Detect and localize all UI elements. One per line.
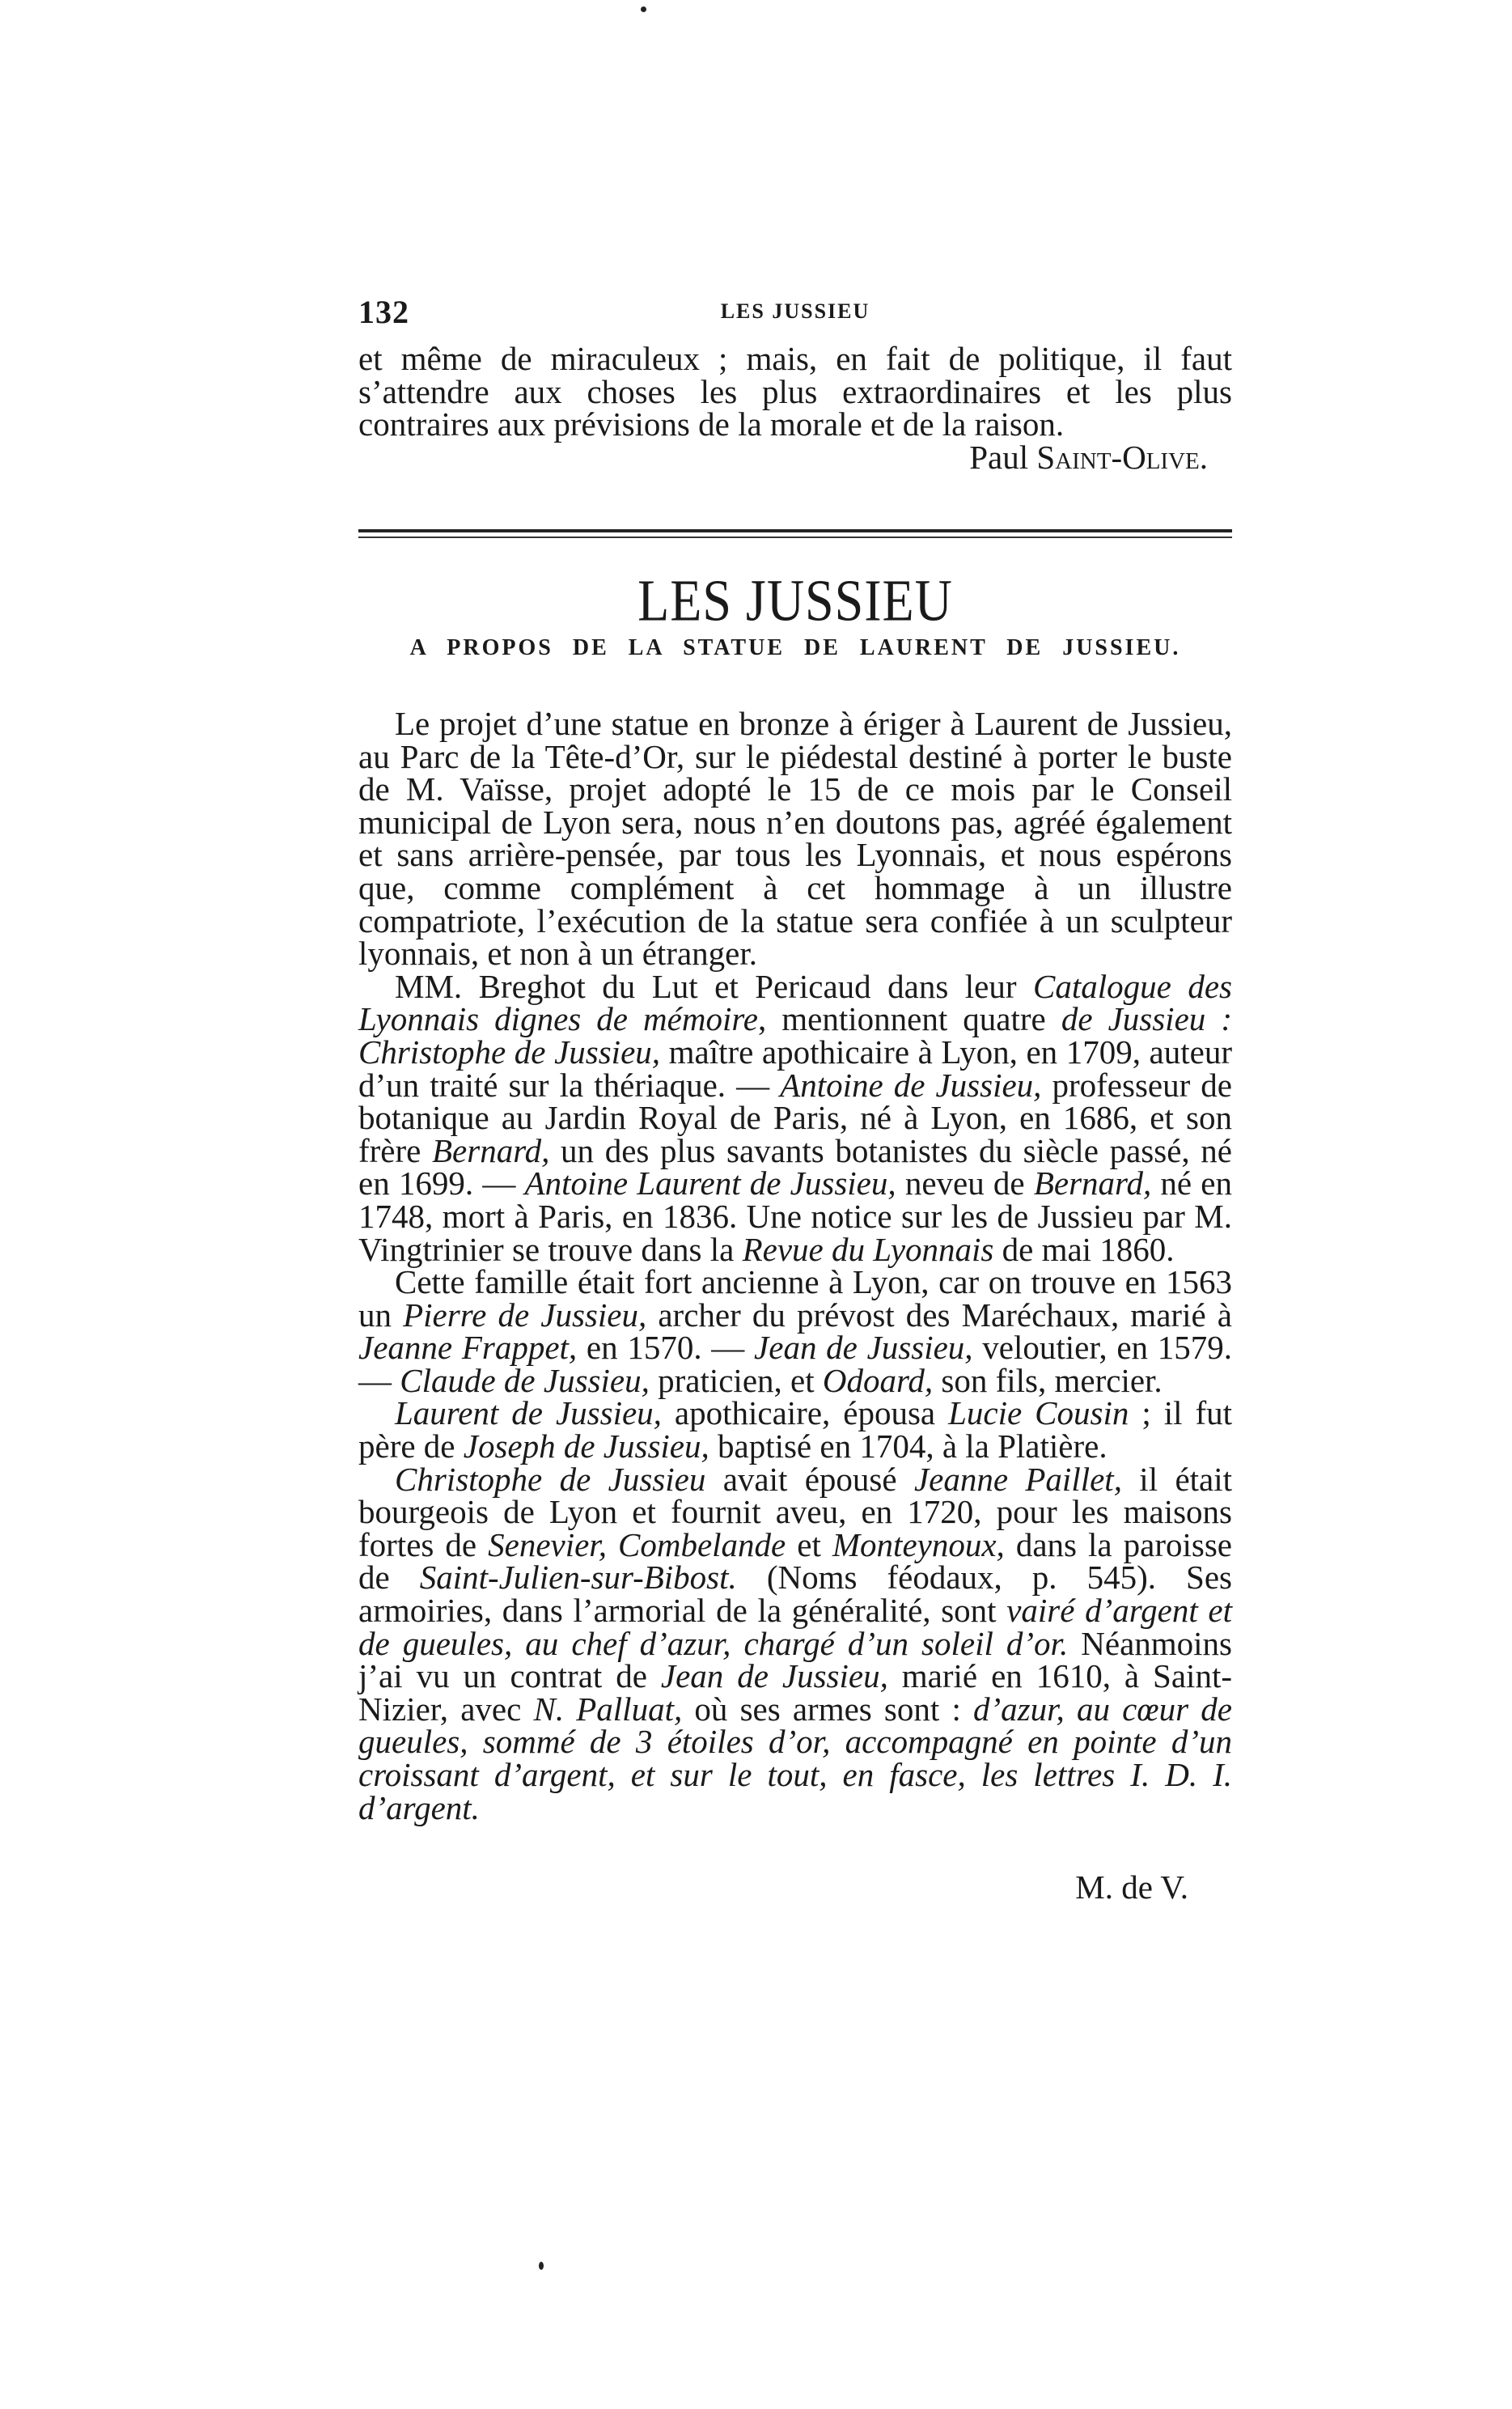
- text-run: un des plus savants botanistes du siècle passé, né en 1699. —: [358, 1131, 1233, 1202]
- italic-run: Bernard,: [432, 1131, 550, 1169]
- italic-run: Monteynoux,: [832, 1525, 1005, 1563]
- italic-run: Senevier, Combelande: [488, 1525, 786, 1563]
- text-run: où ses armes sont :: [682, 1690, 973, 1728]
- italic-run: Christophe de Jussieu: [395, 1460, 706, 1498]
- paragraph-5: [358, 1460, 1233, 1826]
- text-run: professeur de botanique au Jardin Royal de Paris, né à Lyon, en 1686, et son frère: [358, 1066, 1233, 1169]
- italic-run: Joseph de Jussieu,: [463, 1427, 709, 1465]
- italic-run: vairé d’argent et de gueules, au chef d’azur, chargé d’un soleil d’or.: [358, 1592, 1233, 1662]
- italic-run: Jean de Jussieu,: [754, 1329, 973, 1367]
- italic-run: Jeanne Paillet,: [913, 1460, 1122, 1498]
- italic-run: Catalogue des Lyonnais dignes de mémoire: [358, 967, 1232, 1038]
- previous-article-ending: [358, 340, 1232, 476]
- section-rule-top: [358, 529, 1232, 532]
- italic-run: Antoine de Jussieu,: [780, 1066, 1042, 1104]
- paragraph-4: [358, 1394, 1233, 1465]
- paragraph-2: [358, 967, 1233, 1268]
- article-body: [358, 707, 1232, 1824]
- page-number: 132: [358, 294, 409, 330]
- text-run: veloutier, en 1579. —: [358, 1329, 1233, 1399]
- text-run: baptisé en 1704, à la Platière.: [709, 1427, 1108, 1465]
- italic-run: Jean de Jussieu,: [660, 1657, 888, 1695]
- text-run: MM. Breghot du Lut et Pericaud dans leur: [395, 967, 1034, 1005]
- text-run: avait épousé: [705, 1460, 914, 1498]
- text-run: Néanmoins j’ai vu un contrat de: [358, 1624, 1233, 1695]
- text-run: ; il fut père de: [358, 1394, 1233, 1465]
- signature-text: M. de V.: [1075, 1868, 1188, 1906]
- ink-speck: [539, 2262, 544, 2270]
- italic-run: Odoard,: [822, 1361, 934, 1399]
- article-signature: [358, 1868, 1232, 1906]
- italic-run: Saint-Julien-sur-Bibost.: [419, 1559, 737, 1597]
- previous-article-text: et même de miraculeux ; mais, en fait de politique, il faut s’attendre aux choses les plus extraordinaires et les plus contraires aux prévisions de la morale et de la raison.: [358, 340, 1232, 443]
- italic-run: de Jussieu : Christophe de Jussieu,: [358, 1000, 1232, 1071]
- italic-run: Lucie Cousin: [948, 1394, 1129, 1432]
- text-run: Cette famille était fort ancienne à Lyon, car on trouve en 1563 un: [358, 1263, 1232, 1334]
- article-title: LES JUSSIEU: [637, 567, 953, 634]
- text-run: marié en 1610, à Saint-Nizier, avec: [358, 1657, 1232, 1728]
- italic-run: d’azur, au cœur de gueules, sommé de 3 étoiles d’or, accompagné en pointe d’un croissant d’argent, et sur le tout, en fasce, les lettres I. D. I. d’argent.: [358, 1690, 1232, 1826]
- author-first-name: Paul: [969, 438, 1029, 476]
- article-subtitle: A PROPOS DE LA STATUE DE LAURENT DE JUSSIEU.: [409, 635, 1181, 660]
- text-run: il était bourgeois de Lyon et fournit aveu, en 1720, pour les maisons fortes de: [358, 1460, 1233, 1563]
- italic-run: Bernard,: [1033, 1164, 1152, 1202]
- text-run: dans la paroisse de: [358, 1525, 1232, 1597]
- previous-article-signature: [358, 438, 1232, 476]
- italic-run: Pierre de Jussieu,: [403, 1296, 647, 1334]
- text-run: (Noms féodaux, p. 545). Ses armoiries, dans l’armorial de la généralité, sont: [358, 1559, 1232, 1630]
- text-run: né en 1748, mort à Paris, en 1836. Une notice sur les de Jussieu par M. Vingtrinier se trouve dans la: [358, 1164, 1233, 1268]
- text-run: , mentionnent quatre: [757, 1000, 1061, 1038]
- paragraph-3: [358, 1263, 1233, 1399]
- italic-run: Antoine Laurent de Jussieu,: [524, 1164, 896, 1202]
- running-title: LES JUSSIEU: [720, 299, 870, 323]
- text-run: apothicaire, épousa: [661, 1394, 949, 1432]
- text-run: en 1570. —: [577, 1329, 755, 1367]
- text-run: praticien, et: [649, 1361, 823, 1399]
- running-head: [358, 293, 1232, 333]
- text-run: maître apothicaire à Lyon, en 1709, auteur d’un traité sur la thériaque. —: [358, 1033, 1232, 1104]
- author-last-name: Saint-Olive.: [1036, 438, 1208, 476]
- text-run: neveu de: [896, 1164, 1034, 1202]
- italic-run: Claude de Jussieu,: [400, 1361, 650, 1399]
- ink-speck: [641, 6, 646, 12]
- text-run: de mai 1860.: [993, 1230, 1175, 1268]
- italic-run: N. Palluat,: [533, 1690, 683, 1728]
- italic-run: Laurent de Jussieu,: [395, 1394, 662, 1432]
- italic-run: Jeanne Frappet,: [358, 1329, 578, 1367]
- section-rule-bottom: [358, 537, 1232, 538]
- paragraph-1: Le projet d’une statue en bronze à ériger à Laurent de Jussieu, au Parc de la Tête-d’Or, sur le piédestal destiné à porter le buste de M. Vaïsse, projet adopté le 15 de ce mois par le Conseil municipal de Lyon sera, nous n’en doutons pas, agréé également et sans arrière-pensée, par tous les Lyonnais, et nous espérons que, comme complément à cet hommage à un illustre compatriote, l’exécution de la statue sera confiée à un sculpteur lyonnais, et non à un étranger.: [358, 705, 1232, 973]
- text-run: archer du prévost des Maréchaux, marié à: [646, 1296, 1232, 1334]
- text-run: son fils, mercier.: [933, 1361, 1163, 1399]
- italic-run: Revue du Lyonnais: [742, 1230, 994, 1268]
- text-run: et: [786, 1525, 832, 1563]
